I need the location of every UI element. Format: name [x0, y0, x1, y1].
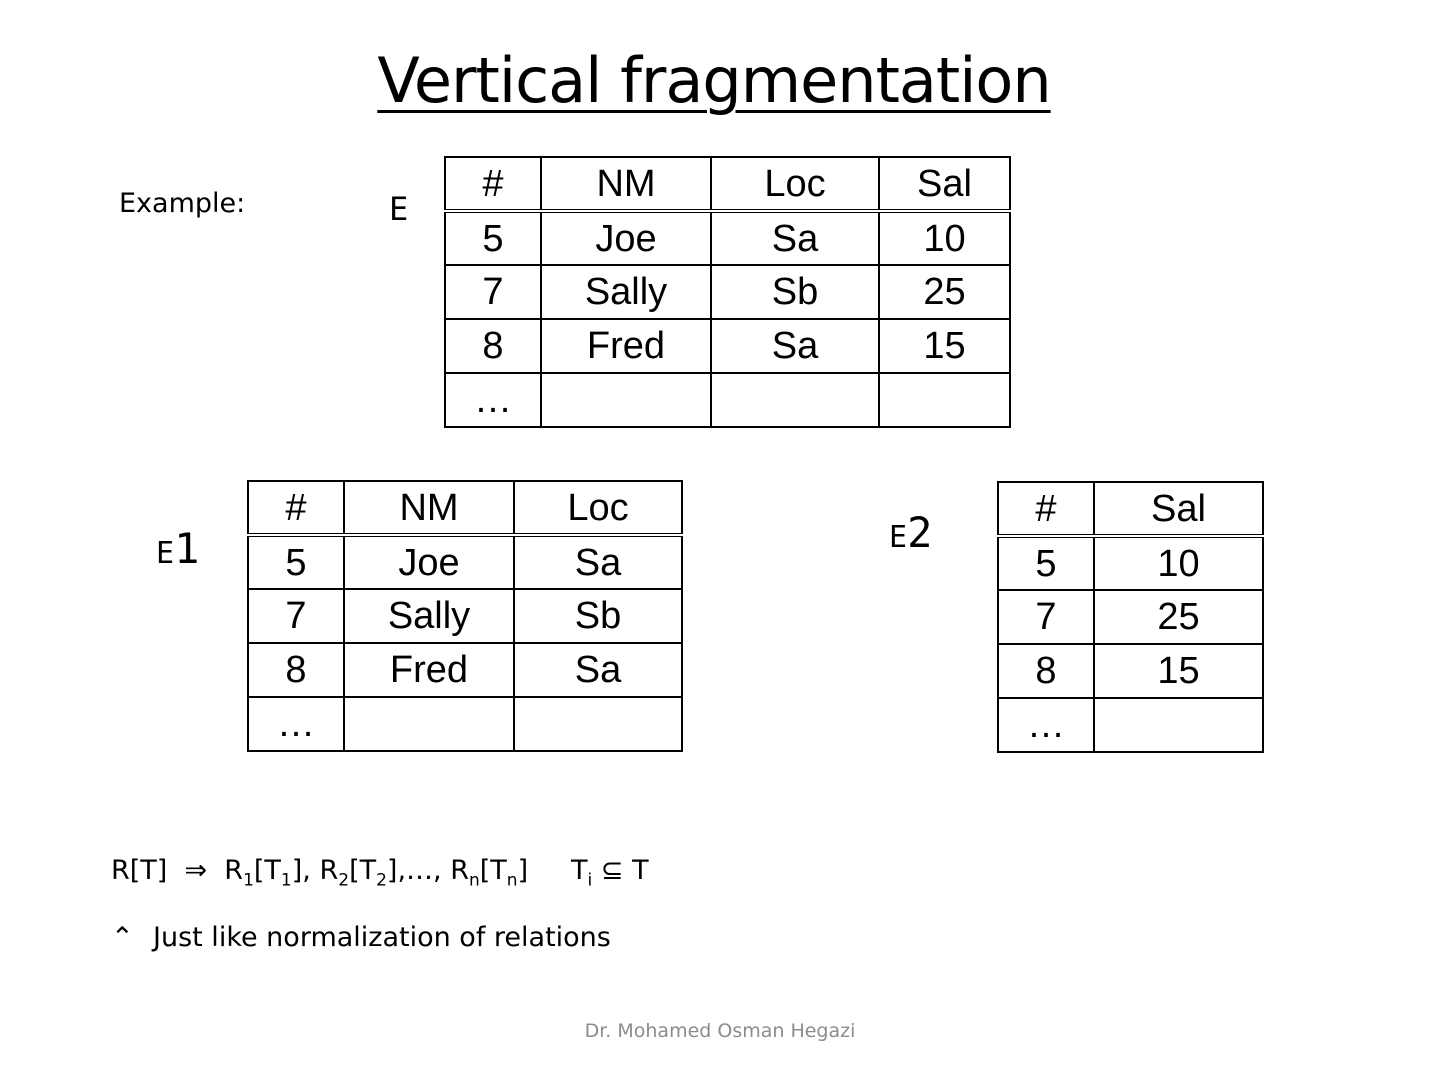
table-cell: 10 — [1094, 536, 1263, 590]
bullet-item — [111, 922, 611, 953]
formula-r2: R — [319, 855, 339, 886]
relation-e1-letter: E — [156, 536, 175, 571]
formula-tn: [T — [479, 855, 507, 886]
table-cell: Joe — [344, 535, 514, 589]
column-header: Loc — [711, 157, 879, 211]
table-row — [248, 535, 682, 589]
relation-e-label — [389, 190, 408, 228]
table-cell: 8 — [445, 319, 541, 373]
table-row — [445, 211, 1010, 265]
formula-t2: [T — [349, 855, 377, 886]
table-cell: 5 — [445, 211, 541, 265]
formula-r1: R — [224, 855, 244, 886]
table-cell: 15 — [879, 319, 1010, 373]
table-row — [248, 589, 682, 643]
footer-author: Dr. Mohamed Osman Hegazi — [584, 1020, 856, 1042]
formula-ti-sub: i — [587, 870, 593, 891]
table-cell — [711, 373, 879, 427]
column-header: # — [445, 157, 541, 211]
column-header: NM — [541, 157, 711, 211]
table-row — [445, 373, 1010, 427]
table-cell: 25 — [1094, 590, 1263, 644]
table-cell: Fred — [541, 319, 711, 373]
relation-e2-table — [997, 481, 1264, 753]
formula-t: T — [632, 855, 649, 886]
table-row — [998, 698, 1263, 752]
table-cell: 5 — [248, 535, 344, 589]
formula-r2-sub: 2 — [338, 870, 350, 891]
table-cell: 7 — [445, 265, 541, 319]
table-cell: Sa — [711, 211, 879, 265]
table-cell — [879, 373, 1010, 427]
table-row — [445, 319, 1010, 373]
table-cell: … — [998, 698, 1094, 752]
formula-r1-sub: 1 — [243, 870, 254, 891]
column-header: # — [248, 481, 344, 535]
formula-t2-sub: 2 — [376, 870, 387, 891]
table-cell: Sb — [711, 265, 879, 319]
relation-e1-number: 1 — [174, 524, 200, 573]
subset-symbol: ⊆ — [600, 855, 624, 886]
formula-t1-sub: 1 — [280, 870, 292, 891]
table-cell: 8 — [998, 644, 1094, 698]
table-cell: Sa — [514, 643, 682, 697]
relation-e-letter: E — [389, 190, 409, 228]
table-cell: 25 — [879, 265, 1010, 319]
column-header: Sal — [1094, 482, 1263, 536]
table-cell: Fred — [344, 643, 514, 697]
relation-e1-table — [247, 480, 683, 752]
table-row — [248, 697, 682, 751]
bullet-mark-icon: ⌃ — [111, 922, 134, 953]
table-cell: 7 — [998, 590, 1094, 644]
relation-e1-label — [156, 524, 199, 573]
table-cell — [1094, 698, 1263, 752]
formula-t2-close: ],…, — [386, 855, 442, 886]
table-cell: Sally — [344, 589, 514, 643]
table-row — [248, 643, 682, 697]
table-cell: 8 — [248, 643, 344, 697]
formula-rn: R — [450, 855, 469, 886]
table-cell: 5 — [998, 536, 1094, 590]
slide-title: Vertical fragmentation — [377, 44, 1051, 117]
formula-tn-sub: n — [506, 870, 518, 891]
example-label: Example: — [119, 188, 246, 219]
table-cell: Sa — [711, 319, 879, 373]
column-header: NM — [344, 481, 514, 535]
table-cell — [514, 697, 682, 751]
table-row — [998, 644, 1263, 698]
relation-e2-number: 2 — [907, 508, 933, 557]
formula-t1-close: ], — [291, 855, 311, 886]
table-cell: Sb — [514, 589, 682, 643]
implies-symbol: ⇒ — [184, 855, 208, 886]
formula-rn-sub: n — [468, 870, 480, 891]
table-cell: Sa — [514, 535, 682, 589]
table-cell: Joe — [541, 211, 711, 265]
table-cell: Sally — [541, 265, 711, 319]
table-cell: … — [445, 373, 541, 427]
table-cell — [541, 373, 711, 427]
table-cell: 15 — [1094, 644, 1263, 698]
table-row — [445, 265, 1010, 319]
table-cell — [344, 697, 514, 751]
column-header: # — [998, 482, 1094, 536]
table-cell: … — [248, 697, 344, 751]
relation-e-table — [444, 156, 1011, 428]
fragmentation-formula — [111, 855, 649, 890]
table-row — [998, 590, 1263, 644]
table-cell: 7 — [248, 589, 344, 643]
table-row — [998, 536, 1263, 590]
formula-ti: T — [571, 855, 588, 886]
column-header: Loc — [514, 481, 682, 535]
column-header: Sal — [879, 157, 1010, 211]
bullet-text: Just like normalization of relations — [153, 922, 611, 953]
formula-t1: [T — [253, 855, 281, 886]
formula-lhs: R[T] — [111, 855, 168, 886]
relation-e2-letter: E — [889, 520, 908, 555]
relation-e2-label — [889, 508, 932, 557]
formula-tn-close: ] — [517, 855, 529, 886]
table-cell: 10 — [879, 211, 1010, 265]
